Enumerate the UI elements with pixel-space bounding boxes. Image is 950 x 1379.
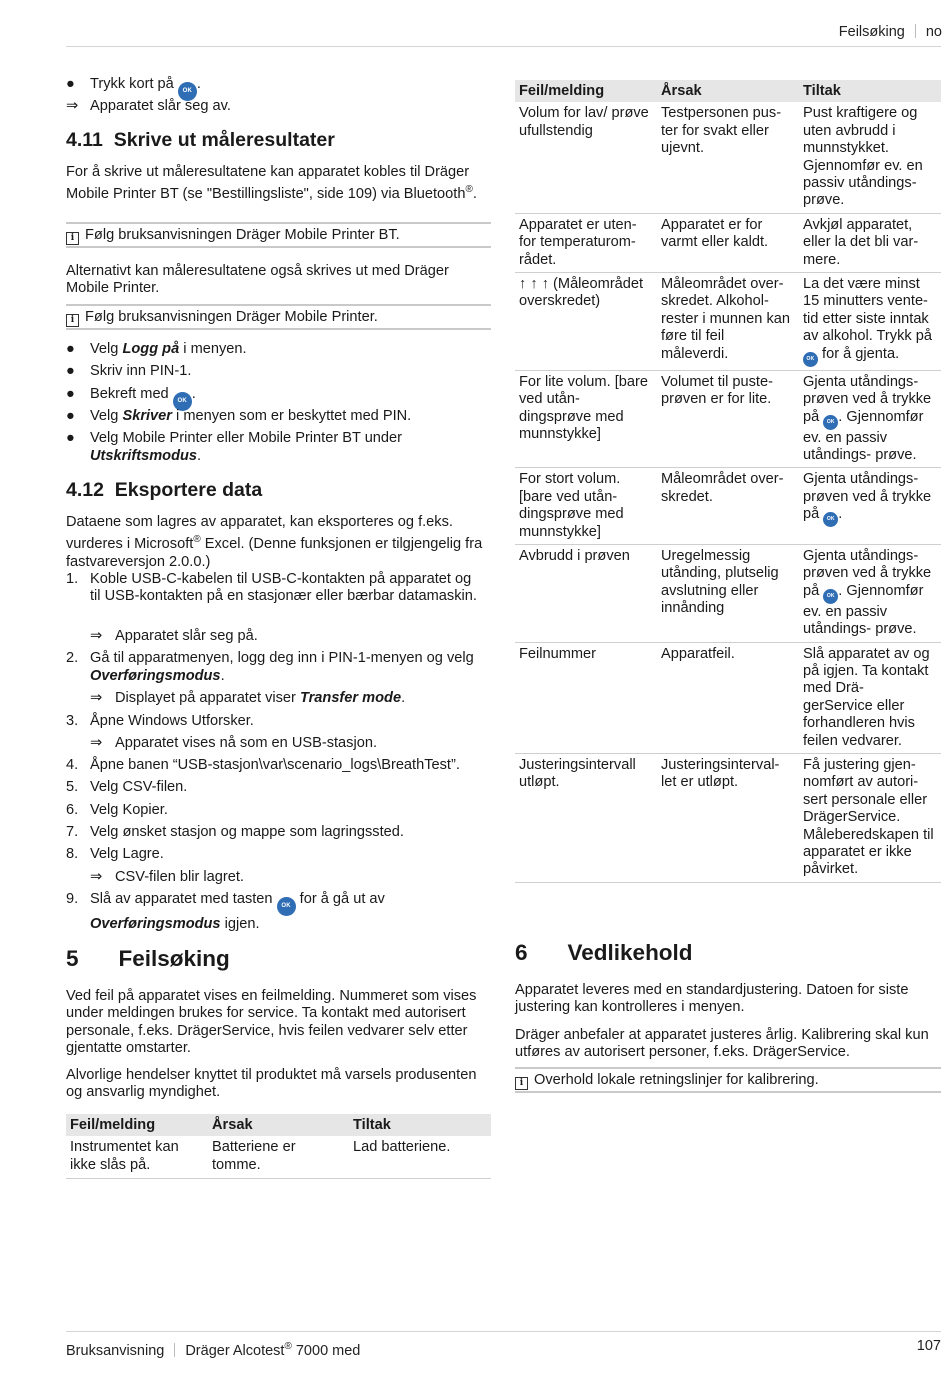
section-4-12-heading: 4.12 Eksportere data [66,479,263,501]
bullet-dot: ● [66,430,75,447]
result-arrow-icon: ⇒ [66,98,79,114]
page-footer: Bruksanvisning Dräger Alcotest® 7000 med [66,1341,361,1359]
info-icon: i [66,314,79,327]
col-header-action: Tiltak [799,80,941,102]
cell-action: Gjenta utåndings- prøven ved å trykke på OK . Gjennomfør ev. en passiv utåndings- prøve. [799,544,941,642]
result-text: Apparatet slår seg av. [90,98,231,114]
cell-action: Avkjøl apparatet, eller la det bli var- mere. [799,213,941,272]
header-divider [915,24,916,38]
list-item-result: ⇒ Apparatet slår seg på. [90,628,258,644]
cell-error: Feilnummer [515,642,657,753]
list-item: ● Bekreft med OK . [66,386,491,408]
footer-product: Dräger Alcotest [185,1342,285,1359]
ok-button-icon: OK [173,392,192,411]
ok-button-icon: OK [823,415,838,430]
header-rule [66,46,941,47]
cell-error: For lite volum. [bare ved utån- dingsprøve med munnstykke] [515,370,657,468]
result-arrow-icon: ⇒ [90,734,103,751]
section-5-para1: Ved feil på apparatet vises en feilmelding. Nummeret som vises under meldingen brukes for service. Ta kontakt med autorisert personale, f.eks. DrägerService, hvis feilen vedvarer selv etter gjentatte omstarter. [66,988,477,1057]
cell-cause: Volumet til puste- prøven er for lite. [657,370,799,468]
info-note-printer-bt: i Følg bruksanvisningen Dräger Mobile Printer BT. [66,222,491,248]
cell-cause: Måleområdet over- skredet. [657,468,799,545]
section-6-para2: Dräger anbefaler at apparatet justeres årlig. Kalibrering skal kun utføres av autorisert personer, f.eks. DrägerService. [515,1027,929,1061]
cell-action: Få justering gjen- nomført av autori- sert personale eller DrägerService. Måleberedskapen til apparatet er ikke påvirket. [799,754,941,883]
section-4-11-para1: For å skrive ut måleresultatene kan apparatet kobles til Dräger Mobile Printer BT (se "Bestillingsliste", side 109) via Bluetooth®. [66,164,477,203]
list-item-result: ⇒ Displayet på apparatet viser Transfer mode. [90,690,406,707]
list-item: 3. Åpne Windows Utforsker. [66,712,254,729]
bullet-dot: ● [66,385,75,402]
cell-error: Justeringsintervall utløpt. [515,754,657,883]
top-bullet: ● Trykk kort på OK . [66,76,491,98]
result-arrow-icon: ⇒ [90,628,103,644]
page-header [839,24,942,41]
section-4-11-para2: Alternativt kan måleresultatene også skrives ut med Dräger Mobile Printer. [66,263,449,297]
list-item: 2. Gå til apparatmenyen, logg deg inn i PIN-1-menyen og velg Overføringsmodus. [66,650,474,684]
bullet-dot: ● [66,76,75,92]
col-header-error: Feil/melding [66,1114,208,1136]
list-item: ● Velg Logg på i menyen. [66,341,247,357]
result-arrow-icon: ⇒ [90,690,103,707]
cell-error: For stort volum. [bare ved utån- dingsprøve med munnstykke] [515,468,657,545]
col-header-error: Feil/melding [515,80,657,102]
table-row [515,102,941,213]
cell-cause: Justeringsinterval- let er utløpt. [657,754,799,883]
bullet-dot: ● [66,341,75,357]
list-item: 1. Koble USB-C-kabelen til USB-C-kontakten på apparatet og til USB-kontakten på en stasjonær eller bærbar datamaskin. [66,571,477,605]
bullet-dot: ● [66,363,75,380]
export-steps-list [66,571,491,931]
section-5-heading: 5 Feilsøking [66,946,230,971]
footer-doc: Bruksanvisning [66,1342,165,1359]
list-item: 5. Velg CSV-filen. [66,779,188,796]
footer-rule [66,1331,941,1332]
cell-cause: Måleområdet over- skredet. Alkohol- rester i munnen kan føre til feil måleverdi. [657,273,799,371]
table-row [515,273,941,371]
top-result [66,98,491,122]
ok-button-icon: OK [277,897,296,916]
list-item: 6. Velg Kopier. [66,801,168,818]
page-number: 107 [916,1338,941,1354]
result-arrow-icon: ⇒ [90,868,103,885]
col-header-cause: Årsak [208,1114,349,1136]
table-row [515,642,941,753]
section-6-para1: Apparatet leveres med en standardjustering. Datoen for siste justering kan kontrolleres i menyen. [515,982,909,1016]
cell-error: Apparatet er uten- for temperaturom- rådet. [515,213,657,272]
cell-action: Slå apparatet av og på igjen. Ta kontakt med Drä- gerService eller forhandleren hvis feilen vedvarer. [799,642,941,753]
info-icon: i [515,1077,528,1090]
header-lang: no [925,24,942,40]
list-item: ● Velg Mobile Printer eller Mobile Printer BT under Utskriftsmodus. [66,430,403,464]
cell-error: Volum for lav/ prøve ufullstendig [515,102,657,213]
cell-cause: Testpersonen pus- ter for svakt eller ujevnt. [657,102,799,213]
list-item-result: ⇒ CSV-filen blir lagret. [90,868,244,885]
left-column [66,76,491,122]
section-5-para2: Alvorlige hendelser knyttet til produktet må varsels produsenten og ansvarlig myndighet. [66,1067,477,1101]
footer-divider [174,1343,175,1357]
cell-action: La det være minst 15 minutters vente- tid etter siste inntak av alkohol. Trykk på OK for å gjenta. [799,273,941,371]
section-6-heading: 6 Vedlikehold [515,940,693,965]
list-item-result: ⇒ Apparatet vises nå som en USB-stasjon. [90,734,378,751]
section-4-12-para: Dataene som lagres av apparatet, kan eksporteres og f.eks. vurderes i Microsoft® Excel. (Denne funksjonen er tilgjengelig fra fastvareversjon 2.0.0.) [66,514,483,570]
cell-error: ↑ ↑ ↑ (Måleområdet overskredet) [515,273,657,371]
table-row: Instrumentet kan ikke slås på. Batteriene er tomme. Lad batteriene. [66,1136,491,1179]
cell-cause: Apparatfeil. [657,642,799,753]
list-item: 8. Velg Lagre. [66,846,164,863]
list-item: ● Skriv inn PIN-1. [66,363,192,380]
bullet-dot: ● [66,407,75,424]
section-4-11-heading: 4.11 Skrive ut måleresultater [66,129,335,151]
ok-button-icon: OK [803,352,818,367]
cell-cause: Apparatet er for varmt eller kaldt. [657,213,799,272]
info-note-calibration: i Overhold lokale retningslinjer for kalibrering. [515,1067,941,1093]
ok-button-icon: OK [823,589,838,604]
list-item: 9. Slå av apparatet med tasten OK for å gå ut av Overføringsmodus igjen. [66,890,385,932]
table-row [515,468,941,545]
bullet-text: Trykk kort på [90,76,174,92]
list-item: 7. Velg ønsket stasjon og mappe som lagringssted. [66,824,404,841]
col-header-cause: Årsak [657,80,799,102]
info-icon: i [66,232,79,245]
table-row [515,213,941,272]
list-item: 4. Åpne banen “USB-stasjon\var\scenario_logs\BreathTest”. [66,757,460,774]
ok-button-icon: OK [823,512,838,527]
info-note-printer: i Følg bruksanvisningen Dräger Mobile Printer. [66,304,491,330]
cell-action: Gjenta utåndings- prøven ved å trykke på OK . [799,468,941,545]
col-header-action: Tiltak [349,1114,491,1136]
ok-button-icon: OK [178,82,197,101]
cell-cause: Uregelmessig utånding, plutselig avslutning eller innånding [657,544,799,642]
right-error-table [515,80,941,883]
cell-action: Gjenta utåndings- prøven ved å trykke på OK . Gjennomfør ev. en passiv utåndings- prøve. [799,370,941,468]
table-row [515,370,941,468]
cell-action: Pust kraftigere og uten avbrudd i munnstykket. Gjennomfør ev. en passiv utåndings- prøve. [799,102,941,213]
table-row [515,754,941,883]
header-section: Feilsøking [838,24,905,40]
list-item: ● Velg Skriver i menyen som er beskyttet med PIN. [66,407,412,424]
table-row [515,544,941,642]
left-error-table [66,1114,491,1179]
cell-error: Avbrudd i prøven [515,544,657,642]
printer-steps-list [66,341,491,470]
